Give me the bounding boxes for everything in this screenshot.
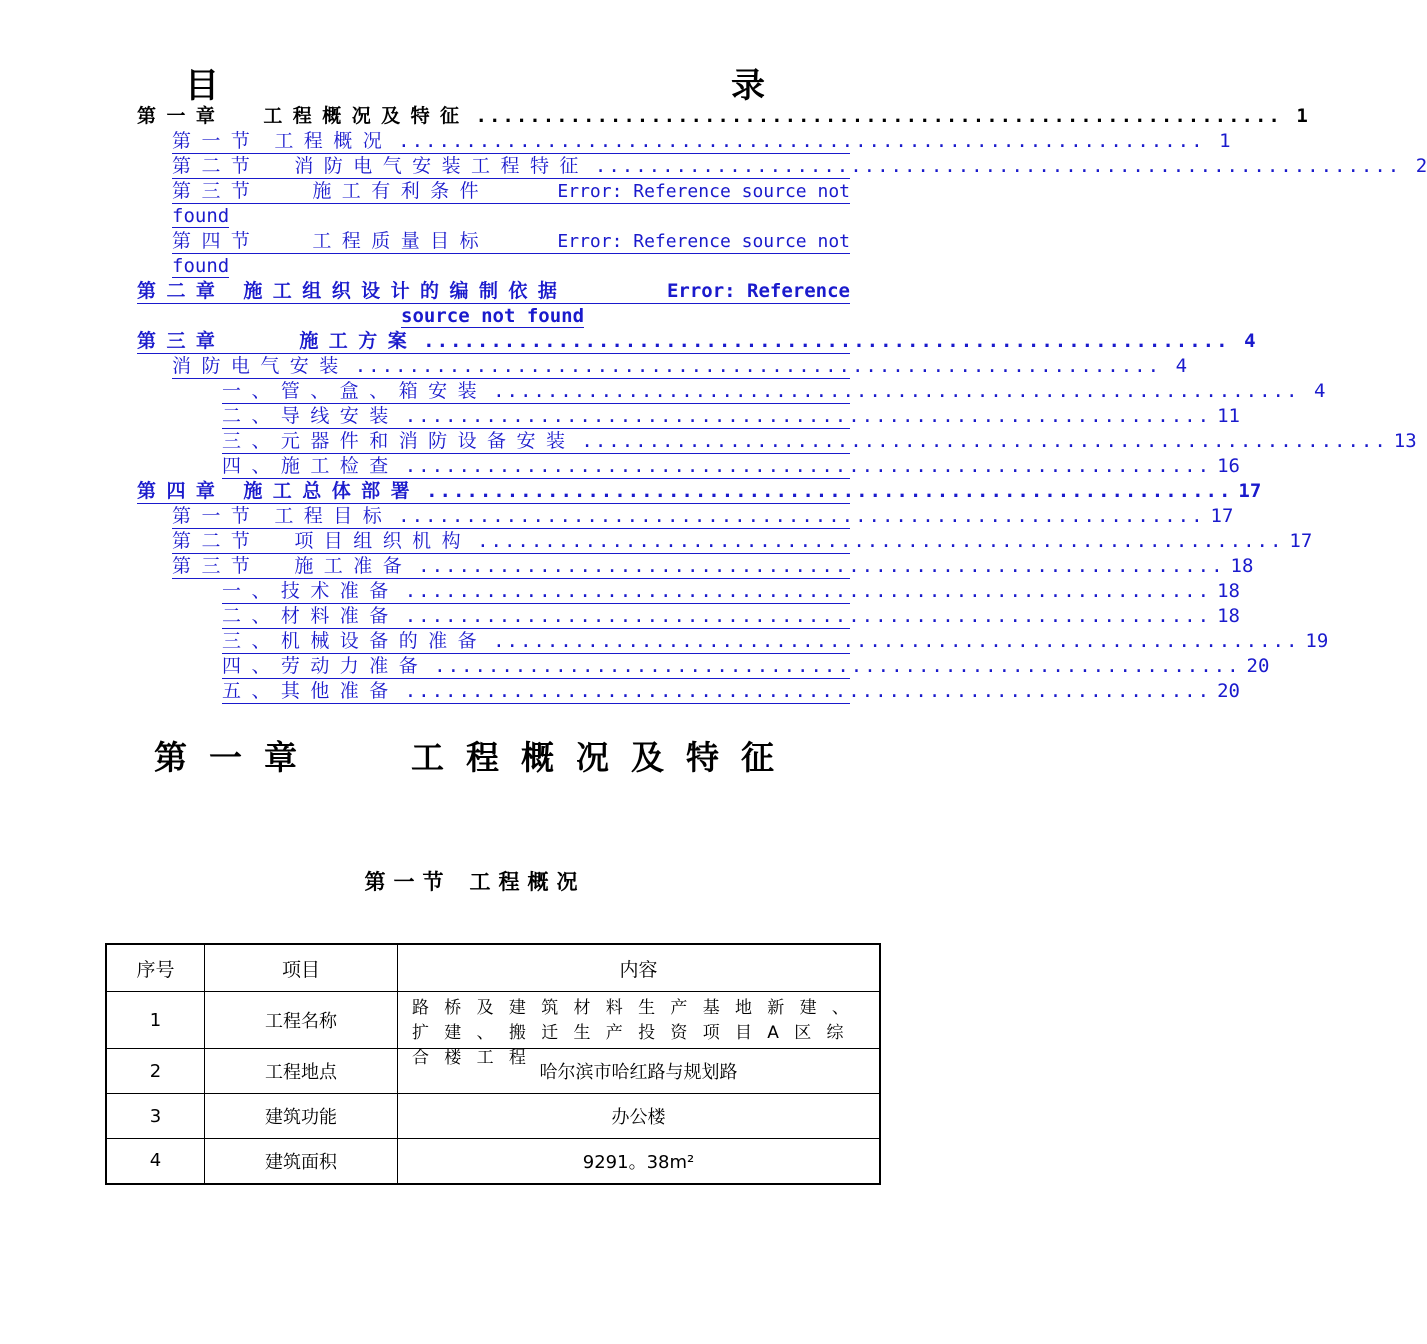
table-row	[106, 1139, 880, 1184]
toc-entry-title: 施工组织设计的编制依据	[243, 280, 568, 302]
toc-entry-title: 消防电气安装工程特征	[294, 155, 589, 177]
toc-entry-item[interactable]	[222, 429, 1417, 454]
toc-entry-title: 材料准备	[280, 605, 399, 627]
toc-entry-title: 施工总体部署	[243, 480, 421, 502]
toc-entry-chapter-3[interactable]	[137, 329, 1256, 354]
toc-entry-page: 4	[1313, 380, 1326, 402]
toc-entry-page: 18	[1217, 605, 1240, 627]
toc-entry-title: 施工有利条件	[312, 180, 490, 202]
toc-entry-page: 2	[1415, 155, 1427, 177]
toc-entry-page: 16	[1217, 455, 1240, 477]
toc-leader-dots: ............................................................	[493, 380, 1300, 402]
toc-entry-label: 第一节	[172, 130, 261, 152]
toc-leader-dots: ............................................................	[581, 430, 1388, 452]
toc-entry-title: 工程概况及特征	[263, 105, 470, 127]
toc-leader-dots: ............................................................	[418, 555, 1225, 577]
toc-entry-label: 一、	[222, 380, 281, 402]
toc-entry-chapter-2[interactable]	[137, 279, 850, 304]
table-row	[106, 1094, 880, 1139]
toc-entry-item[interactable]	[222, 579, 1240, 604]
toc-entry-section-1-2[interactable]	[172, 154, 1427, 179]
toc-entry-page: 11	[1217, 405, 1240, 427]
toc-entry-page: 20	[1217, 680, 1240, 702]
toc-leader-dots: ............................................................	[398, 130, 1205, 152]
toc-leader-dots: ............................................................	[475, 105, 1282, 127]
toc-entry-label: 第二节	[172, 155, 261, 177]
toc-leader-dots: ............................................................	[426, 480, 1233, 502]
toc-entry-label: 第三节	[172, 180, 261, 202]
toc-entry-title: 工程质量目标	[312, 230, 490, 252]
toc-entry-title: 施工准备	[294, 555, 413, 577]
toc-entry-item[interactable]	[222, 604, 1240, 629]
table-header-cell: 项目	[205, 944, 398, 992]
toc-entry-page: 18	[1217, 580, 1240, 602]
toc-leader-dots: ............................................................	[404, 680, 1212, 702]
chapter-heading-label: 第一章	[154, 738, 319, 777]
toc-entry-page: Error: Reference source not	[557, 181, 850, 202]
toc-leader-dots: ............................................................	[434, 655, 1241, 677]
toc-entry-subsection[interactable]	[172, 354, 1188, 379]
toc-entry-continuation: found	[172, 205, 230, 227]
toc-entry-label: 二、	[222, 605, 281, 627]
toc-entry-title: 消防电气安装	[172, 355, 349, 377]
toc-entry-label: 第三章	[137, 330, 226, 352]
table-header-cell: 序号	[106, 944, 205, 992]
table-cell-content-text: 路桥及建筑材料生产基地新建、扩建、搬迁生产投资项目A区综合楼工程	[412, 998, 865, 1068]
toc-entry-label: 第一节	[172, 505, 261, 527]
toc-entry-label: 四、	[222, 655, 281, 677]
section-heading-title: 工程概况	[469, 869, 586, 894]
toc-entry-page: Error: Reference source not	[557, 231, 850, 252]
table-cell-item: 工程名称	[205, 992, 398, 1049]
toc-entry-page: 17	[1210, 505, 1234, 527]
toc-entry-page: 18	[1230, 555, 1254, 577]
toc-leader-dots: ............................................................	[398, 505, 1205, 527]
toc-entry-title: 技术准备	[280, 580, 399, 602]
toc-leader-dots: ............................................................	[594, 155, 1402, 177]
toc-entry-label: 二、	[222, 405, 281, 427]
toc-entry-page: 1	[1296, 105, 1308, 127]
table-cell-content: 9291。38m²	[398, 1139, 881, 1184]
toc-entry-title: 施工方案	[299, 330, 418, 352]
toc-entry-page: 19	[1305, 630, 1329, 652]
toc-entry-page: 17	[1238, 480, 1262, 502]
toc-entry-page: 1	[1219, 130, 1231, 152]
toc-entry-continuation: found	[172, 255, 230, 277]
toc-entry-continuation: source not found	[401, 305, 585, 327]
table-cell-no: 2	[106, 1049, 205, 1094]
toc-leader-dots: ............................................................	[404, 580, 1212, 602]
toc-leader-dots: ............................................................	[404, 455, 1212, 477]
chapter-heading-title: 工程概况及特征	[411, 738, 796, 777]
toc-entry-section-1-3[interactable]	[172, 179, 850, 204]
toc-entry-page: 4	[1175, 355, 1188, 377]
toc-entry-title: 管、盒、箱安装	[280, 380, 488, 402]
toc-entry-item[interactable]	[222, 679, 1240, 704]
toc-entry-label: 四、	[222, 455, 281, 477]
toc-entry-label: 五、	[222, 680, 281, 702]
toc-leader-dots: ............................................................	[493, 630, 1300, 652]
table-header-cell: 内容	[398, 944, 881, 992]
table-cell-no: 4	[106, 1139, 205, 1184]
table-cell-no: 3	[106, 1094, 205, 1139]
toc-entry-page: Error: Reference	[666, 280, 850, 302]
toc-entry-title: 施工检查	[280, 455, 399, 477]
toc-entry-item[interactable]	[222, 454, 1240, 479]
toc-entry-chapter-1[interactable]	[137, 104, 1308, 128]
section-heading	[0, 866, 950, 896]
toc-entry-label: 第一章	[137, 105, 226, 127]
toc-entry-title: 劳动力准备	[280, 655, 429, 677]
toc-leader-dots: ............................................................	[404, 405, 1212, 427]
toc-entry-label: 第四章	[137, 480, 226, 502]
project-overview-table	[105, 943, 881, 1185]
chapter-heading	[0, 732, 950, 779]
toc-entry-item[interactable]	[222, 654, 1270, 679]
toc-leader-dots: ............................................................	[404, 605, 1212, 627]
toc-entry-item[interactable]	[222, 379, 1326, 404]
toc-entry-chapter-4[interactable]	[137, 479, 1262, 504]
toc-entry-title: 工程概况	[274, 130, 393, 152]
toc-entry-page: 13	[1393, 430, 1417, 452]
toc-entry-section-4-3[interactable]	[172, 554, 1254, 579]
table-cell-item: 建筑面积	[205, 1139, 398, 1184]
toc-leader-dots: ............................................................	[477, 530, 1284, 552]
toc-entry-section-4-1[interactable]	[172, 504, 1234, 529]
table-cell-content	[398, 992, 881, 1068]
table-cell-content: 办公楼	[398, 1094, 881, 1139]
toc-entry-label: 一、	[222, 580, 281, 602]
toc-leader-dots: ............................................................	[423, 330, 1230, 352]
toc-entry-label: 三、	[222, 630, 281, 652]
toc-entry-label: 三、	[222, 430, 281, 452]
table-cell-item: 工程地点	[205, 1049, 398, 1094]
toc-entry-page: 4	[1244, 330, 1256, 352]
toc-entry-item[interactable]	[222, 404, 1240, 429]
toc-entry-page: 17	[1289, 530, 1313, 552]
toc-entry-label: 第二节	[172, 530, 261, 552]
table-row	[106, 992, 880, 1049]
toc-entry-section-1-1[interactable]	[172, 129, 1231, 154]
table-cell-content: 哈尔滨市哈红路与规划路	[398, 1049, 881, 1094]
toc-entry-label: 第二章	[137, 280, 226, 302]
table-cell-item: 建筑功能	[205, 1094, 398, 1139]
toc-leader-dots: ............................................................	[354, 355, 1162, 377]
toc-entry-title: 导线安装	[280, 405, 399, 427]
toc-entry-title: 工程目标	[274, 505, 393, 527]
section-heading-label: 第一节	[364, 869, 452, 894]
toc-entry-title: 其他准备	[280, 680, 399, 702]
table-cell-no: 1	[106, 992, 205, 1049]
toc-entry-title: 元器件和消防设备安装	[280, 430, 576, 452]
toc-entry-item[interactable]	[222, 629, 1329, 654]
toc-entry-title: 机械设备的准备	[280, 630, 488, 652]
toc-entry-section-1-4[interactable]	[172, 229, 850, 254]
table-header-row	[106, 944, 880, 992]
toc-entry-page: 20	[1246, 655, 1270, 677]
toc-title: 目 录	[185, 66, 913, 106]
toc-entry-section-4-2[interactable]	[172, 529, 1313, 554]
toc-entry-title: 项目组织机构	[294, 530, 472, 552]
toc-entry-label: 第四节	[172, 230, 261, 252]
toc-entry-label: 第三节	[172, 555, 261, 577]
